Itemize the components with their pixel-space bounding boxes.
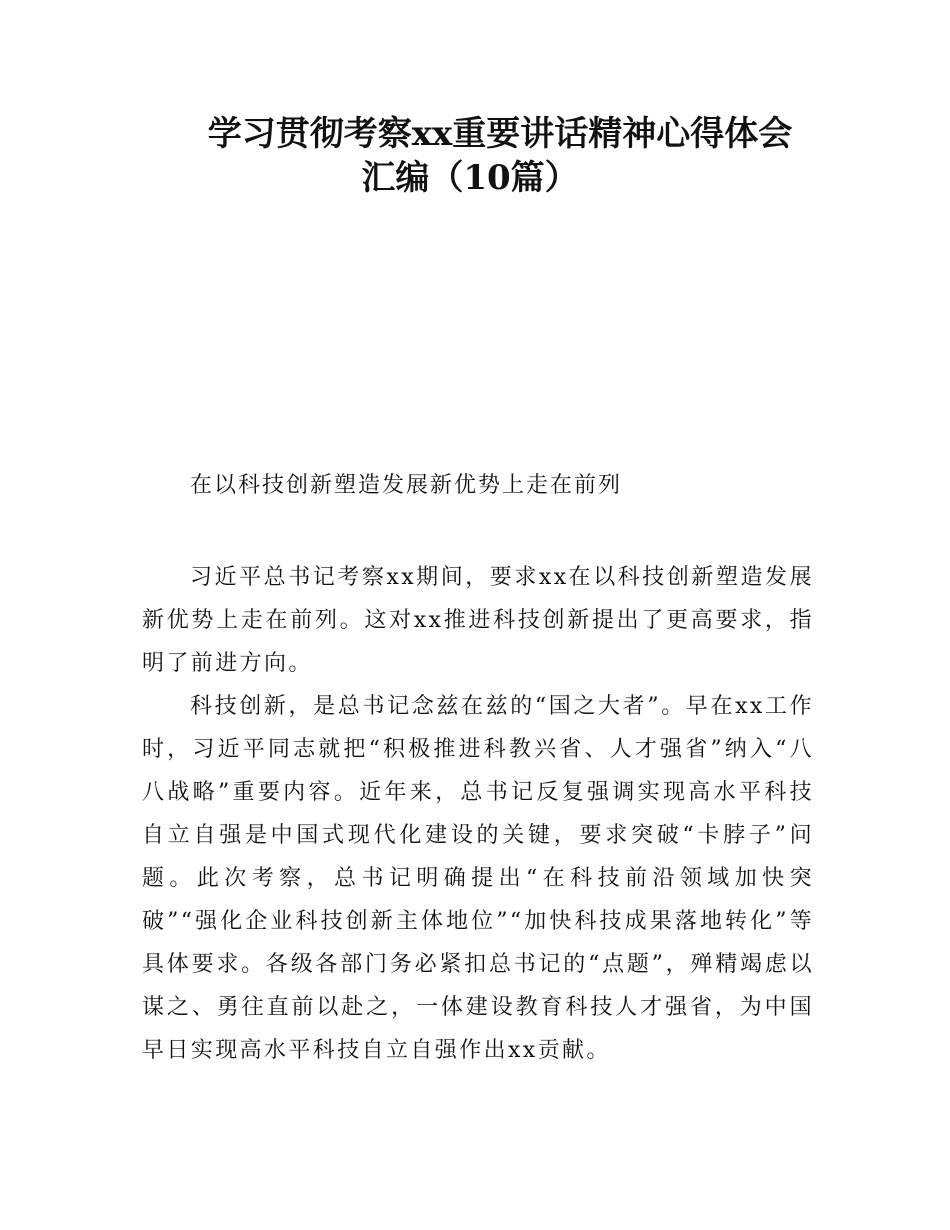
- body-paragraph-1: 习近平总书记考察xx期间，要求xx在以科技创新塑造发展新优势上走在前列。这对xx推进科技创新提出了更高要求，指明了前进方向。: [142, 565, 814, 676]
- section-heading: 在以科技创新塑造发展新优势上走在前列: [190, 473, 623, 498]
- document-body: [142, 556, 814, 1072]
- body-paragraph-2: 科技创新，是总书记念兹在兹的“国之大者”。早在xx工作时，习近平同志就把“积极推进科教兴省、人才强省”纳入“八八战略”重要内容。近年来，总书记反复强调实现高水平科技自立自强是中国式现代化建设的关键，要求突破“卡脖子”问题。此次考察，总书记明确提出“在科技前沿领域加快突破”“强化企业科技创新主体地位”“加快科技成果落地转化”等具体要求。各级各部门务必紧扣总书记的“点题”，殚精竭虑以谋之、勇往直前以赴之，一体建设教育科技人才强省，为中国早日实现高水平科技自立自强作出xx贡献。: [142, 694, 814, 1063]
- document-title-line-2: 汇编（10篇）: [361, 158, 579, 198]
- document-title-line-1: 学习贯彻考察xx重要讲话精神心得体会: [207, 114, 793, 154]
